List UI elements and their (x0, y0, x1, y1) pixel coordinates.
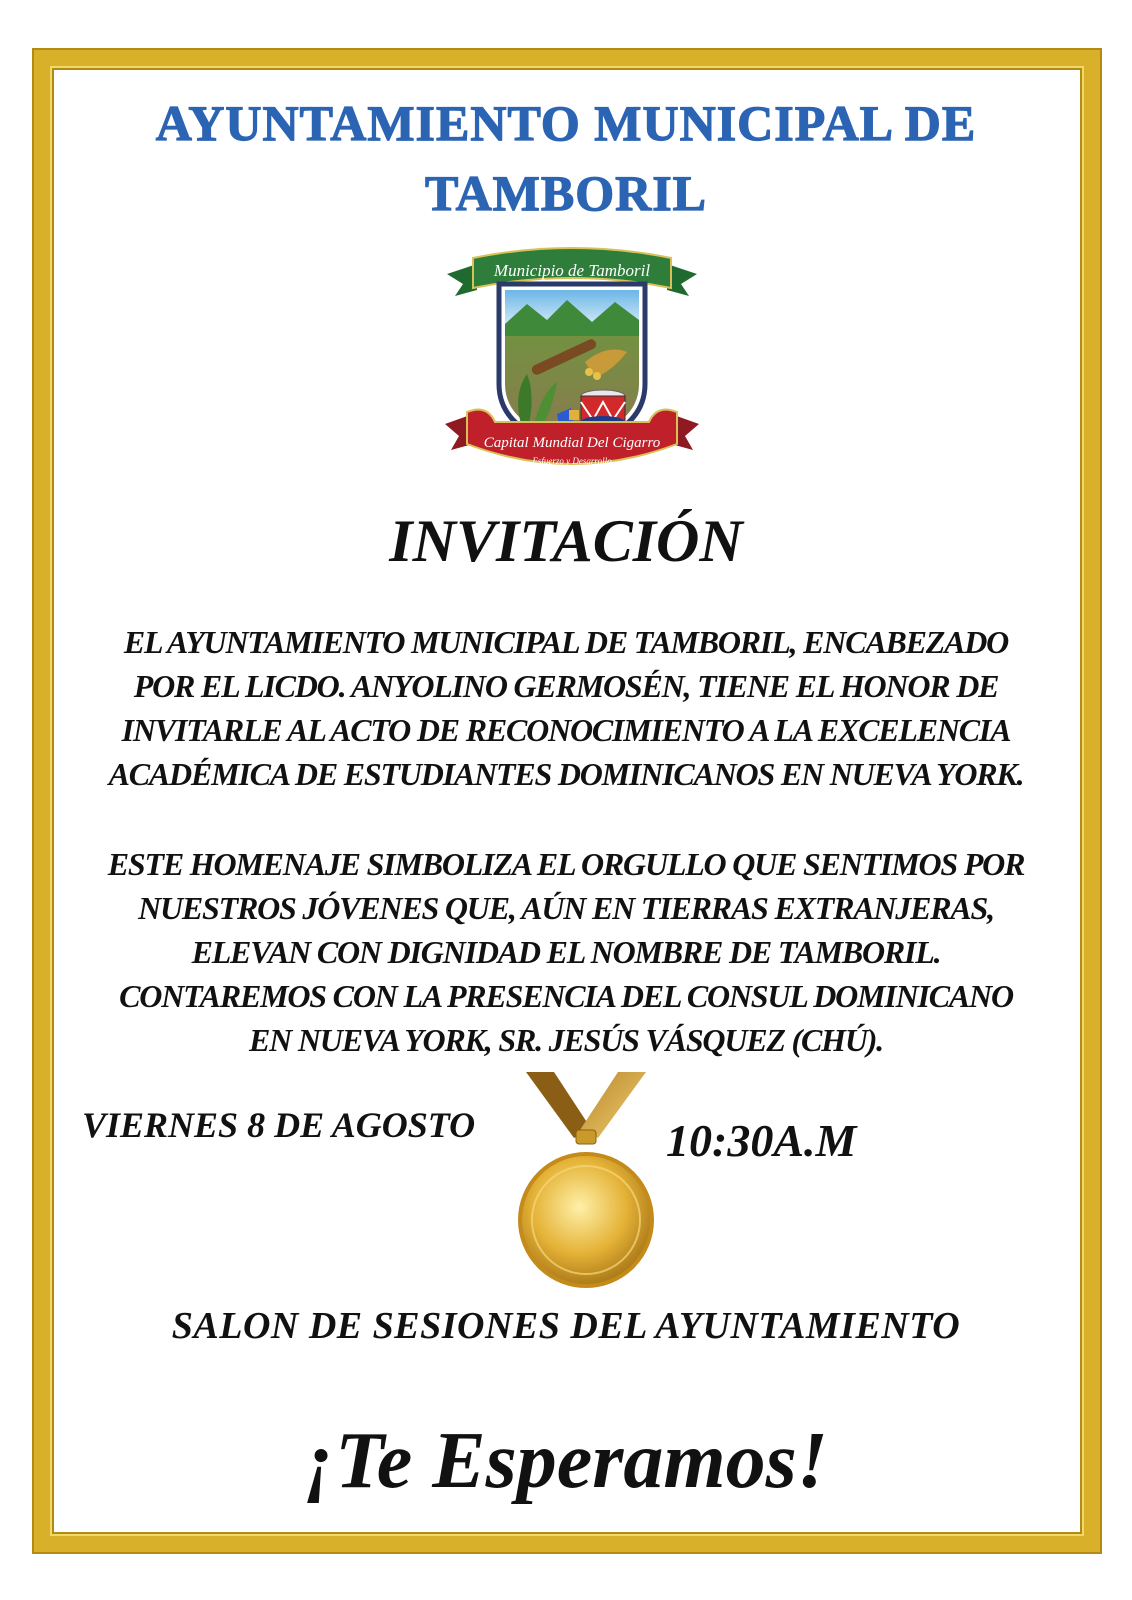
paragraph-homage (66, 842, 1066, 1062)
crest-bottom-banner: Capital Mundial Del Cigarro (483, 435, 661, 451)
closing-message: ¡Te Esperamos! (304, 1417, 828, 1505)
paragraph-line: EN NUEVA YORK, SR. JESÚS VÁSQUEZ (CHÚ). (249, 1022, 883, 1058)
title-line-1: AYUNTAMIENTO MUNICIPAL DE (155, 95, 977, 151)
paragraph-line: CONTAREMOS CON LA PRESENCIA DEL CONSUL DOMINICANO (119, 978, 1013, 1014)
paragraph-line: POR EL LICDO. ANYOLINO GERMOSÉN, TIENE EL HONOR DE (133, 668, 999, 704)
title-line-2: TAMBORIL (424, 165, 708, 221)
paragraph-line: NUESTROS JÓVENES QUE, AÚN EN TIERRAS EXTRANJERAS, (138, 890, 994, 926)
crest-motto: Esfuerzo y Desarrollo (532, 456, 612, 466)
gold-medal-icon (518, 1072, 654, 1290)
paragraph-invitation (66, 620, 1066, 796)
paragraph-line: INVITARLE AL ACTO DE RECONOCIMIENTO A LA EXCELENCIA (121, 712, 1011, 748)
paragraph-line: ACADÉMICA DE ESTUDIANTES DOMINICANOS EN NUEVA YORK. (108, 756, 1024, 792)
paragraph-line: ELEVAN CON DIGNIDAD EL NOMBRE DE TAMBORIL. (191, 934, 941, 970)
invitation-title: INVITACIÓN (389, 508, 743, 574)
page-title (0, 88, 1132, 228)
event-venue: SALON DE SESIONES DEL AYUNTAMIENTO (171, 1305, 961, 1347)
crest-top-banner: Municipio de Tamboril (493, 261, 651, 280)
event-time: 10:30A.M (666, 1115, 857, 1166)
municipal-crest-icon (437, 244, 707, 484)
paragraph-line: ESTE HOMENAJE SIMBOLIZA EL ORGULLO QUE SENTIMOS POR (107, 846, 1025, 882)
event-date: VIERNES 8 DE AGOSTO (82, 1105, 476, 1145)
paragraph-line: EL AYUNTAMIENTO MUNICIPAL DE TAMBORIL, ENCABEZADO (123, 624, 1009, 660)
